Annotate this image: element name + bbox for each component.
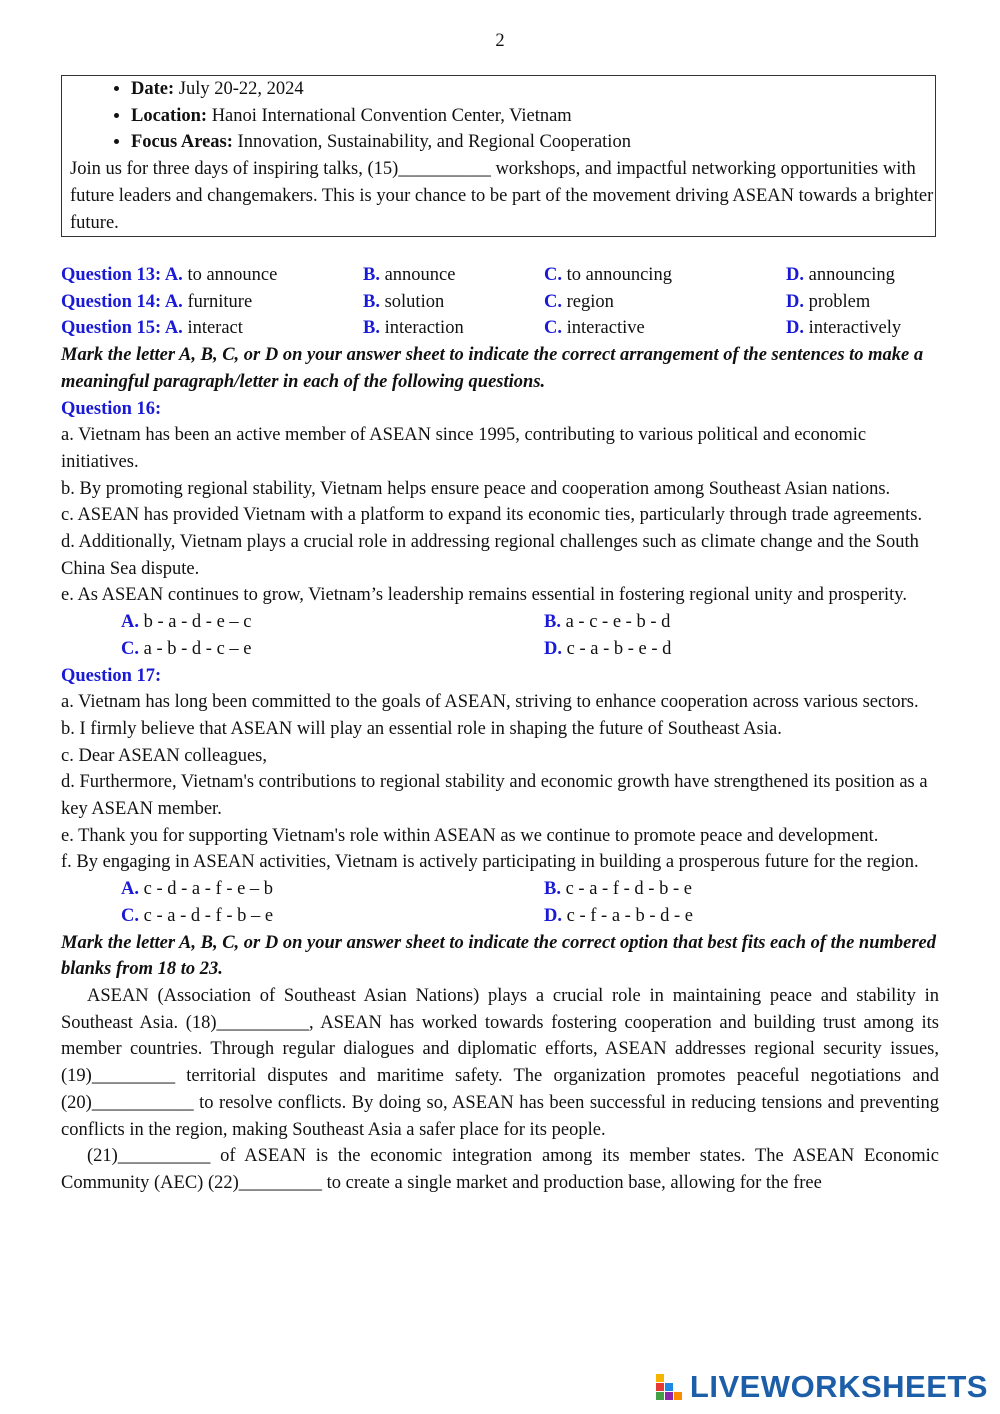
question-16-options-row-2: C. a - b - d - c – e D. c - a - b - e - d — [121, 638, 672, 659]
question-14-label: Question 14: A. — [61, 291, 183, 312]
question-15-label: Question 15: A. — [61, 318, 183, 339]
event-info-box — [61, 75, 936, 237]
question-16-options-row-1: A. b - a - d - e – c B. a - c - e - b - d — [121, 612, 671, 633]
question-16-sentence-e: e. As ASEAN continues to grow, Vietnam’s leadership remains essential in fostering regional unity and prosperity. — [61, 585, 907, 606]
question-14-row: Question 14: A. furniture B. solution C. region D. problem — [61, 291, 871, 312]
event-detail-location: • Location: Hanoi International Convention Center, Vietnam — [131, 103, 935, 130]
question-14-option-b: solution — [379, 291, 445, 312]
question-17-option-a: c - d - a - f - e – b — [139, 879, 274, 900]
question-17-option-b: c - a - f - d - b - e — [560, 879, 692, 900]
question-15-option-b: interaction — [379, 318, 464, 339]
question-17-option-c: c - a - d - f - b – e — [139, 905, 274, 926]
instruction-arrangement: Mark the letter A, B, C, or D on your answer sheet to indicate the correct arrangement of the sentences to make a meaningful paragraph/letter in each of the following questions. — [61, 345, 924, 392]
question-16-option-a: b - a - d - e – c — [139, 612, 252, 633]
question-13-row: Question 13: A. to announce B. announce C. to announcing D. announcing — [61, 265, 895, 285]
question-13-option-b: announce — [379, 265, 456, 285]
question-16-sentence-d: d. Additionally, Vietnam plays a crucial role in addressing regional challenges such as climate change and the South China Sea dispute. — [61, 532, 919, 579]
question-15-option-a: interact — [182, 318, 243, 339]
question-13-option-a: to announce — [182, 265, 278, 285]
question-13-option-d: announcing — [804, 265, 895, 285]
event-detail-date: • Date: July 20-22, 2024 — [131, 76, 935, 103]
question-16-title: Question 16: — [61, 398, 162, 419]
liveworksheets-logo — [656, 1370, 988, 1404]
question-17-options-row-1: A. c - d - a - f - e – b B. c - a - f - d - b - e — [121, 879, 692, 900]
question-15-option-c: interactive — [562, 318, 645, 339]
question-17-sentence-e: e. Thank you for supporting Vietnam's role within ASEAN as we continue to promote peace and development. — [61, 825, 879, 846]
question-15-option-d: interactively — [804, 318, 902, 339]
question-16-option-d: c - a - b - e - d — [562, 638, 672, 659]
event-details-list — [70, 76, 935, 156]
passage-paragraph-2: (21)__________ of ASEAN is the economic integration among its member states. The ASEAN Economic Community (AEC) (22)_________ to create a single market and production base, allowing for the free — [61, 1146, 939, 1193]
question-17-sentence-c: c. Dear ASEAN colleagues, — [61, 745, 268, 766]
question-17-sentence-a: a. Vietnam has long been committed to the goals of ASEAN, striving to enhance cooperation across various sectors. — [61, 692, 919, 713]
page-number: 2 — [495, 31, 505, 51]
question-16-sentence-a: a. Vietnam has been an active member of ASEAN since 1995, contributing to various political and economic initiatives. — [61, 425, 867, 472]
question-16-sentence-b: b. By promoting regional stability, Vietnam helps ensure peace and cooperation among Southeast Asian nations. — [61, 478, 891, 499]
event-detail-focus: • Focus Areas: Innovation, Sustainability, and Regional Cooperation — [131, 129, 935, 156]
liveworksheets-logo-icon — [656, 1374, 686, 1400]
liveworksheets-logo-text: LIVEWORKSHEETS — [689, 1369, 988, 1404]
question-17-sentence-b: b. I firmly believe that ASEAN will play an essential role in shaping the future of Southeast Asia. — [61, 718, 782, 739]
question-16-sentence-c: c. ASEAN has provided Vietnam with a platform to expand its economic ties, particularly through trade agreements. — [61, 505, 923, 526]
question-14-option-d: problem — [804, 291, 871, 312]
question-16-option-c: a - b - d - c – e — [139, 638, 252, 659]
question-17-option-d: c - f - a - b - d - e — [562, 905, 693, 926]
question-15-row: Question 15: A. interact B. interaction C. interactive D. interactively — [61, 318, 902, 339]
event-paragraph: Join us for three days of inspiring talks, (15)__________ workshops, and impactful networking opportunities with future leaders and changemakers. This is your chance to be part of the movement driving ASEAN towards a brighter future. — [70, 159, 934, 233]
question-13-option-c: to announcing — [562, 265, 672, 285]
question-16-option-b: a - c - e - b - d — [560, 612, 671, 633]
passage-paragraph-1: ASEAN (Association of Southeast Asian Nations) plays a crucial role in maintaining peace and stability in Southeast Asia. (18)__________, ASEAN has worked towards fostering cooperation and building trust among its member countries. Through regular dialogues and diplomatic efforts, ASEAN addresses regional security issues, (19)_________ territorial disputes and maritime safety. The organization promotes peaceful negotiations and (20)___________ to resolve conflicts. By doing so, ASEAN has been successful in reducing tensions and preventing conflicts in the region, making Southeast Asia a safer place for its people. — [61, 985, 939, 1140]
question-13-label: Question 13: A. — [61, 265, 183, 285]
question-14-option-a: furniture — [182, 291, 253, 312]
question-17-sentence-d: d. Furthermore, Vietnam's contributions to regional stability and economic growth have strengthened its position as a key ASEAN member. — [61, 772, 928, 820]
question-14-option-c: region — [562, 291, 614, 312]
question-17-options-row-2: C. c - a - d - f - b – e D. c - f - a - b - d - e — [121, 905, 693, 926]
main-content — [61, 262, 939, 1197]
instruction-blanks: Mark the letter A, B, C, or D on your answer sheet to indicate the correct option that best fits each of the numbered blanks from 18 to 23. — [61, 932, 937, 980]
question-17-title: Question 17: — [61, 665, 162, 686]
question-17-sentence-f: f. By engaging in ASEAN activities, Vietnam is actively participating in building a prosperous future for the region. — [61, 852, 919, 873]
